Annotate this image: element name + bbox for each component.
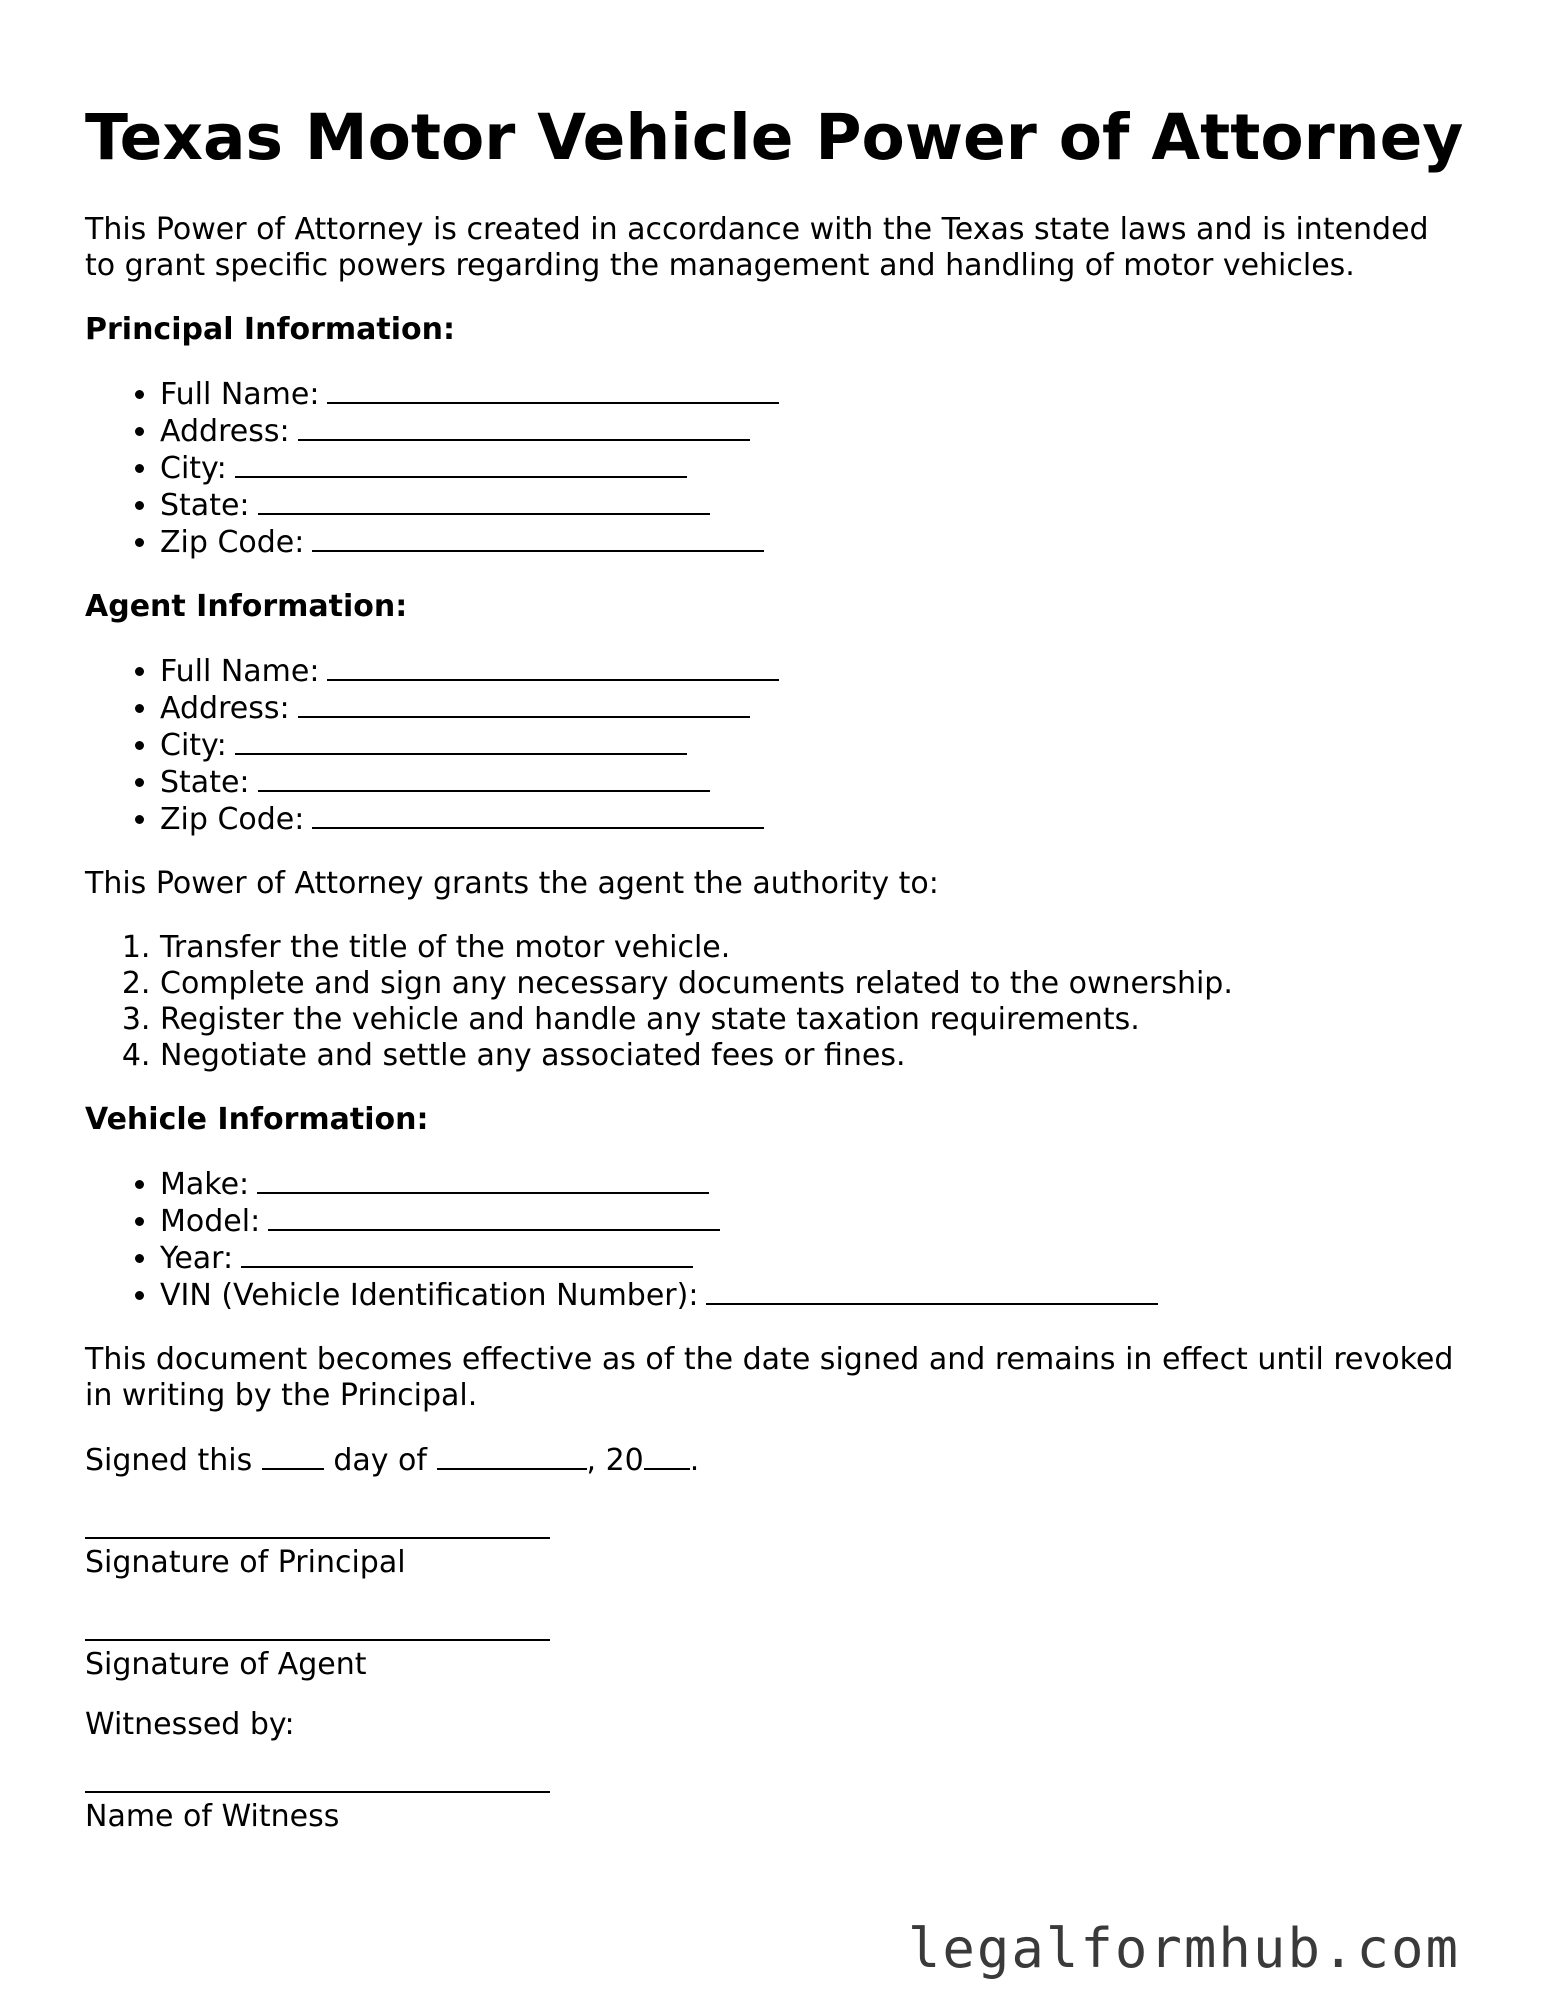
blank-line [235, 727, 687, 755]
blank-line [258, 487, 710, 515]
field-label: Zip Code: [160, 801, 305, 837]
authority-intro: This Power of Attorney grants the agent the authority to: [85, 865, 939, 901]
authority-list [85, 930, 1465, 1074]
watermark-logo: legalformhub.com [907, 1917, 1460, 1980]
signature-line [85, 1537, 550, 1539]
agent-fields-list [85, 653, 1465, 838]
field-label: State: [160, 764, 250, 800]
signed-year-prefix: , 20 [586, 1442, 644, 1478]
signed-end: . [689, 1442, 700, 1478]
blank-line [298, 690, 750, 718]
witness-name-label: Name of Witness [85, 1798, 340, 1834]
field-label: City: [160, 727, 227, 763]
field-label: State: [160, 487, 250, 523]
authority-item: 1. Transfer the title of the motor vehicle. [160, 930, 1465, 966]
signature-line [85, 1639, 550, 1641]
field-label: City: [160, 450, 227, 486]
blank-month [437, 1442, 587, 1470]
principal-city-item [160, 450, 1465, 487]
principal-zip-item [160, 524, 1465, 561]
field-label: VIN (Vehicle Identification Number): [160, 1277, 699, 1313]
principal-address-item [160, 413, 1465, 450]
witness-signature-block [85, 1791, 1465, 1835]
blank-line [327, 376, 779, 404]
blank-line [258, 764, 710, 792]
field-label: Address: [160, 413, 290, 449]
blank-line [312, 801, 764, 829]
blank-line [241, 1240, 693, 1268]
field-label: Full Name: [160, 376, 320, 412]
agent-heading: Agent Information: [85, 588, 408, 624]
vehicle-fields-list [85, 1166, 1465, 1314]
principal-signature-block [85, 1537, 1465, 1581]
signed-day-of: day of [333, 1442, 427, 1478]
document-title: Texas Motor Vehicle Power of Attorney [85, 101, 1464, 174]
field-label: Make: [160, 1166, 250, 1202]
intro-paragraph: This Power of Attorney is created in accordance with the Texas state laws and is intended to grant specific powers regarding the management and handling of motor vehicles. [85, 211, 1429, 283]
field-label: Year: [160, 1240, 234, 1276]
blank-line [327, 653, 779, 681]
field-label: Model: [160, 1203, 261, 1239]
vehicle-heading: Vehicle Information: [85, 1101, 429, 1137]
agent-city-item [160, 727, 1465, 764]
blank-line [257, 1166, 709, 1194]
agent-full-name-item [160, 653, 1465, 690]
document-page [85, 100, 1465, 1859]
agent-zip-item [160, 801, 1465, 838]
principal-fields-list [85, 376, 1465, 561]
blank-year [644, 1442, 690, 1470]
principal-heading: Principal Information: [85, 311, 456, 347]
vehicle-vin-item [160, 1277, 1465, 1314]
vehicle-year-item [160, 1240, 1465, 1277]
agent-signature-block [85, 1639, 1465, 1683]
authority-item: 2. Complete and sign any necessary documents related to the ownership. [160, 966, 1465, 1002]
principal-state-item [160, 487, 1465, 524]
principal-signature-label: Signature of Principal [85, 1544, 406, 1580]
agent-signature-label: Signature of Agent [85, 1646, 367, 1682]
signed-prefix: Signed this [85, 1442, 253, 1478]
vehicle-make-item [160, 1166, 1465, 1203]
witnessed-by-label: Witnessed by: [85, 1706, 295, 1742]
blank-line [706, 1277, 1158, 1305]
authority-item: 4. Negotiate and settle any associated fees or fines. [160, 1038, 1465, 1074]
signature-line [85, 1791, 550, 1793]
principal-full-name-item [160, 376, 1465, 413]
blank-line [312, 524, 764, 552]
blank-line [298, 413, 750, 441]
signed-date-line [85, 1442, 1465, 1479]
blank-day [262, 1442, 324, 1470]
agent-state-item [160, 764, 1465, 801]
blank-line [235, 450, 687, 478]
field-label: Address: [160, 690, 290, 726]
field-label: Zip Code: [160, 524, 305, 560]
authority-item: 3. Register the vehicle and handle any state taxation requirements. [160, 1002, 1465, 1038]
vehicle-model-item [160, 1203, 1465, 1240]
agent-address-item [160, 690, 1465, 727]
field-label: Full Name: [160, 653, 320, 689]
blank-line [268, 1203, 720, 1231]
effective-paragraph: This document becomes effective as of the date signed and remains in effect until revoked in writing by the Principal. [85, 1341, 1454, 1413]
